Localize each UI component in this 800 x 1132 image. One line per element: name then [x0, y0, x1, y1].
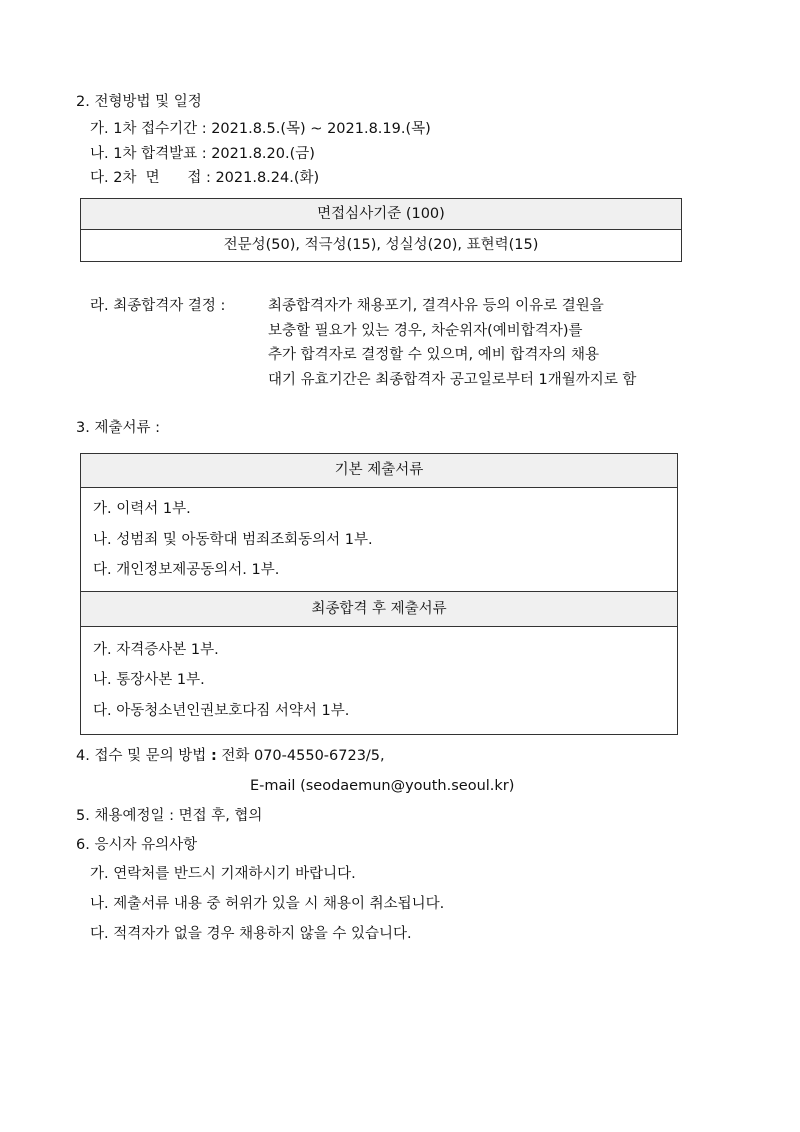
schedule-item-1: 가. 1차 접수기간 : 2021.8.5.(목) ~ 2021.8.19.(목): [90, 121, 431, 137]
schedule-item-2: 나. 1차 합격발표 : 2021.8.20.(금): [90, 146, 315, 162]
final-document-3: 다. 아동청소년인권보호다짐 서약서 1부.: [93, 703, 350, 719]
final-document-2: 나. 통장사본 1부.: [93, 672, 205, 688]
final-document-1: 가. 자격증사본 1부.: [93, 642, 219, 658]
final-decision-line-4: 대기 유효기간은 최종합격자 공고일로부터 1개월까지로 함: [268, 372, 637, 388]
section-4-label: 4. 접수 및 문의 방법: [76, 748, 207, 764]
interview-criteria-header: 면접심사기준 (100): [81, 199, 681, 230]
final-documents-header: 최종합격 후 제출서류: [81, 591, 677, 627]
notice-item-3: 다. 적격자가 없을 경우 채용하지 않을 수 있습니다.: [90, 926, 412, 942]
interview-criteria-body: 전문성(50), 적극성(15), 성실성(20), 표현력(15): [223, 237, 539, 253]
schedule-item-3: 다. 2차 면 접 : 2021.8.24.(화): [90, 170, 320, 186]
contact-email: E-mail (seodaemun@youth.seoul.kr): [250, 778, 515, 794]
final-decision-line-1: 최종합격자가 채용포기, 결격사유 등의 이유로 결원을: [268, 298, 604, 314]
section-4-contact: [76, 746, 385, 766]
notice-item-1: 가. 연락처를 반드시 기재하시기 바랍니다.: [90, 866, 356, 882]
section-6-title: 6. 응시자 유의사항: [76, 837, 198, 853]
documents-table: [80, 453, 678, 735]
interview-criteria-table: [80, 198, 682, 262]
basic-document-3: 다. 개인정보제공동의서. 1부.: [93, 562, 280, 578]
section-4-colon: :: [210, 748, 217, 764]
section-3-title: 3. 제출서류 :: [76, 420, 160, 436]
section-5-hire-date: 5. 채용예정일 : 면접 후, 협의: [76, 808, 263, 824]
contact-phone: 전화 070-4550-6723/5,: [221, 748, 385, 764]
final-decision-label: 라. 최종합격자 결정 :: [90, 298, 226, 314]
section-2-title: 2. 전형방법 및 일정: [76, 94, 202, 110]
basic-documents-header: 기본 제출서류: [81, 454, 677, 488]
basic-document-2: 나. 성범죄 및 아동학대 범죄조회동의서 1부.: [93, 532, 373, 548]
final-decision-line-2: 보충할 필요가 있는 경우, 차순위자(예비합격자)를: [268, 323, 583, 339]
basic-document-1: 가. 이력서 1부.: [93, 501, 191, 517]
final-decision-line-3: 추가 합격자로 결정할 수 있으며, 예비 합격자의 채용: [268, 347, 600, 363]
notice-item-2: 나. 제출서류 내용 중 허위가 있을 시 채용이 취소됩니다.: [90, 896, 445, 912]
